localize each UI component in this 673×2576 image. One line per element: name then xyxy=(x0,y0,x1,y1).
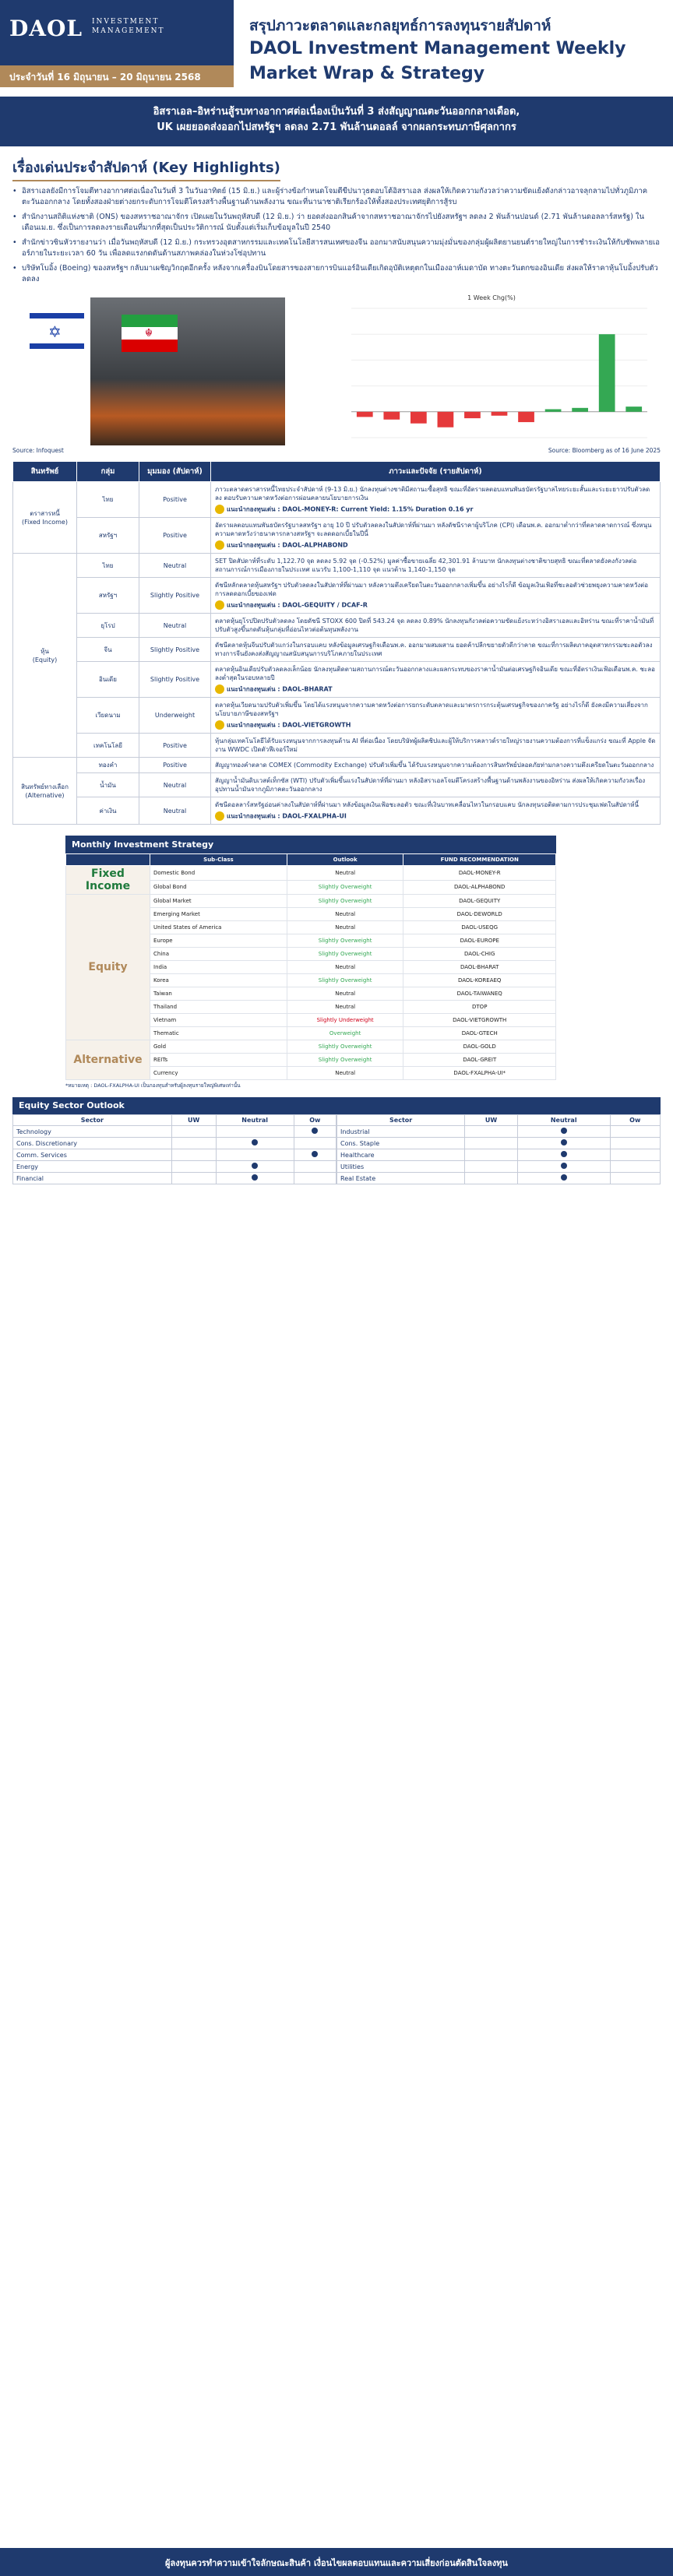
highlight-item: • สำนักงานสถิติแห่งชาติ (ONS) ของสหราชอาณาจักร เปิดเผยในวันพฤหัสบดี (12 มิ.ย.) ว่า ยอดส่งออกสินค้าจากสหราชอาณาจักรไปยังสหรัฐฯ ลดลง 2 พันล้านปอนด์ (2.71 พันล้านดอลลาร์สหรัฐ) ในเดือนเม.ย. ซึ่งเป็นการลดลงรายเดือนที่มากที่สุดเป็นประวัติการณ์ นับตั้งแต่เริ่มเก็บข้อมูลในปี 2540 xyxy=(12,212,661,234)
strategy-fund: DAOL-MONEY-R xyxy=(403,866,556,881)
commentary-text: หุ้นกลุ่มเทคโนโลยีได้รับแรงหนุนจากการลงทุนด้าน AI ที่ต่อเนื่อง โดยบริษัทผู้ผลิตชิปและผู้ให้บริการคลาวด์รายใหญ่รายงานความต้องการที่แข็งแกร่ง ขณะที่ Apple จัดงาน WWDC เปิดตัวฟีเจอร์ใหม่ xyxy=(215,737,656,753)
sector-header: Sector xyxy=(13,1115,172,1126)
key-highlights-title: เรื่องเด่นประจำสัปดาห์ (Key Highlights) xyxy=(12,156,280,181)
asset-class-en: (Fixed Income) xyxy=(22,518,68,526)
commentary-text: ตลาดหุ้นยุโรปปิดปรับตัวลดลง โดยดัชนี STOXX 600 ปิดที่ 543.24 จุด ลดลง 0.89% นักลงทุนกังวลต่อความขัดแย้งระหว่างอิสราเอลและอิหร่าน ขณะที่ราคาน้ำมันที่ปรับตัวสูงขึ้นกดดันหุ้นกลุ่มที่อ่อนไหวต่อต้นทุนพลังงาน xyxy=(215,618,654,633)
view-cell: Positive xyxy=(139,734,211,758)
group-cell: สหรัฐฯ xyxy=(77,578,139,614)
sector-cell xyxy=(465,1149,518,1161)
sector-row xyxy=(337,1173,661,1184)
conflict-photo xyxy=(90,297,285,445)
group-cell: อินเดีย xyxy=(77,662,139,698)
sector-cell xyxy=(610,1126,660,1138)
view-cell: Neutral xyxy=(139,614,211,638)
strategy-fund: DAOL-BHARAT xyxy=(403,961,556,974)
view-cell: Underweight xyxy=(139,698,211,734)
strategy-fund: DAOL-CHIG xyxy=(403,948,556,961)
chart-bar xyxy=(464,412,481,418)
logo-main: DAOL xyxy=(9,16,83,41)
view-cell: Positive xyxy=(139,518,211,554)
sector-cell xyxy=(294,1161,336,1173)
strategy-subclass: Vietnam xyxy=(150,1014,287,1027)
sector-name: Financial xyxy=(13,1173,172,1184)
source-left: Source: Infoquest xyxy=(12,447,64,454)
group-cell: ไทย xyxy=(77,554,139,578)
sector-cell xyxy=(610,1173,660,1184)
table-row xyxy=(13,773,661,797)
commentary-cell xyxy=(211,734,661,758)
sector-name: Industrial xyxy=(337,1126,465,1138)
images-row xyxy=(12,290,661,445)
sector-row xyxy=(337,1161,661,1173)
strategy-fund: DAOL-USEQG xyxy=(403,921,556,934)
strategy-outlook: Slightly Overweight xyxy=(287,934,403,948)
table-row xyxy=(13,482,661,518)
table-row xyxy=(13,734,661,758)
sector-cell xyxy=(517,1161,610,1173)
chart-svg xyxy=(328,290,655,445)
position-dot-icon xyxy=(312,1151,318,1157)
strategy-outlook: Neutral xyxy=(287,866,403,881)
page-title-th: สรุปภาวะตลาดและกลยุทธ์การลงทุนรายสัปดาห์ xyxy=(249,17,551,34)
strategy-outlook: Slightly Overweight xyxy=(287,1054,403,1067)
sector-cell xyxy=(171,1161,216,1173)
view-cell: Slightly Positive xyxy=(139,662,211,698)
position-dot-icon xyxy=(252,1139,258,1145)
logo xyxy=(0,0,234,70)
strategy-fund: DAOL-ALPHABOND xyxy=(403,880,556,895)
sector-table-left xyxy=(12,1114,336,1184)
sector-row xyxy=(13,1173,336,1184)
view-cell: Positive xyxy=(139,758,211,773)
table-row xyxy=(13,698,661,734)
strategy-header-outlook: Outlook xyxy=(287,854,403,866)
strategy-subclass: Global Market xyxy=(150,895,287,908)
strategy-subclass: Emerging Market xyxy=(150,908,287,921)
commentary-text: สัญญาน้ำมันดิบเวสต์เท็กซัส (WTI) ปรับตัวเพิ่มขึ้นแรงในสัปดาห์ที่ผ่านมา หลังอิสราเอลโจมตีโครงสร้างพื้นฐานด้านพลังงานของอิหร่าน ส่งผลให้เกิดความกังวลเรื่องอุปทานน้ำมันจากภูมิภาคตะวันออกกลาง xyxy=(215,777,646,793)
asset-class-en: (Alternative) xyxy=(25,791,65,799)
strategy-outlook: Neutral xyxy=(287,921,403,934)
position-dot-icon xyxy=(312,1128,318,1134)
sector-row xyxy=(13,1138,336,1149)
group-cell: ยุโรป xyxy=(77,614,139,638)
sector-cell xyxy=(517,1173,610,1184)
chart-bar xyxy=(357,412,373,417)
sector-name: Energy xyxy=(13,1161,172,1173)
page-title-en-1: DAOL Investment Management Weekly xyxy=(249,39,626,58)
monthly-strategy xyxy=(65,836,556,1091)
sector-outlook xyxy=(12,1114,661,1184)
strategy-header-subclass: Sub-Class xyxy=(150,854,287,866)
strategy-subclass: Currency xyxy=(150,1067,287,1080)
commentary-cell xyxy=(211,554,661,578)
table-row xyxy=(13,662,661,698)
header-asset: สินทรัพย์ xyxy=(13,462,77,482)
chart-bar xyxy=(410,412,427,424)
commentary-text: ตลาดหุ้นเวียดนามปรับตัวเพิ่มขึ้น โดยได้แรงหนุนจากความคาดหวังต่อการยกระดับตลาดและมาตรการกระตุ้นเศรษฐกิจของภาครัฐ อย่างไรก็ดี ยังคงมีความเสี่ยงจากนโยบายภาษีของสหรัฐฯ xyxy=(215,702,648,717)
sector-cell xyxy=(517,1126,610,1138)
highlight-item: • อิสราเอลยังมีการโจมตีทางอากาศต่อเนื่องในวันที่ 3 ในวันอาทิตย์ (15 มิ.ย.) และผู้ร่างข้อกำหนดโจมตีขีปนาวุธตอบโต้อิสราเอล ส่งผลให้เกิดความกังวลว่าความขัดแย้งดังกล่าวอาจลุกลามไปทั่วภูมิภาคตะวันออกกลาง โดยทั้งสองฝ่ายต่างยกระดับการโจมตีโครงสร้างพื้นฐานด้านพลังงาน ขณะที่นานาชาติเรียกร้องให้ทั้งสองประเทศยุติการสู้รบ xyxy=(12,186,661,208)
view-cell: Neutral xyxy=(139,797,211,825)
fund-recommendation xyxy=(215,811,656,821)
sector-cell xyxy=(465,1161,518,1173)
asset-class-en: (Equity) xyxy=(32,656,58,663)
strategy-note: *หมายเหตุ : DAOL-FXALPHA-UI เป็นกองทุนสำหรับผู้ลงทุนรายใหญ่พิเศษเท่านั้น xyxy=(65,1082,241,1089)
strategy-fund: DAOL-KOREAEQ xyxy=(403,974,556,987)
fund-recommendation xyxy=(215,684,656,694)
position-dot-icon xyxy=(561,1163,567,1169)
logo-sub-1: INVESTMENT xyxy=(92,18,160,26)
strategy-outlook: Neutral xyxy=(287,1067,403,1080)
chart-bar xyxy=(438,412,454,428)
strategy-subclass: Korea xyxy=(150,974,287,987)
strategy-subclass: REITs xyxy=(150,1054,287,1067)
header-group: กลุ่ม xyxy=(77,462,139,482)
header xyxy=(0,0,673,92)
sector-cell xyxy=(517,1149,610,1161)
strategy-category: Alternative xyxy=(66,1040,150,1080)
strategy-outlook: Slightly Overweight xyxy=(287,948,403,961)
fixed-income-asset-class xyxy=(13,482,77,554)
strategy-outlook: Slightly Overweight xyxy=(287,974,403,987)
sector-cell xyxy=(610,1161,660,1173)
sector-cell xyxy=(171,1149,216,1161)
strategy-fund: DAOL-DEWORLD xyxy=(403,908,556,921)
commentary-cell xyxy=(211,698,661,734)
commentary-text: SET ปิดสัปดาห์ที่ระดับ 1,122.70 จุด ลดลง 5.92 จุด (-0.52%) มูลค่าซื้อขายเฉลี่ย 42,301.91 ล้านบาท นักลงทุนต่างชาติขายสุทธิ ขณะที่ตลาดยังคงกังวลต่อสถานการณ์การเมืองภายในประเทศ แนวรับ 1,100-1,110 จุด แนวต้าน 1,140-1,150 จุด xyxy=(215,558,637,573)
fund-recommendation-text: แนะนำกองทุนเด่น : DAOL-MONEY-R: Current Yield: 1.15% Duration 0.16 yr xyxy=(227,505,474,513)
sector-cell xyxy=(294,1173,336,1184)
sector-name: Technology xyxy=(13,1126,172,1138)
view-cell: Slightly Positive xyxy=(139,638,211,662)
commentary-cell xyxy=(211,773,661,797)
view-cell: Neutral xyxy=(139,773,211,797)
strategy-subclass: Global Bond xyxy=(150,880,287,895)
sector-header-row xyxy=(13,1115,336,1126)
chart-bar xyxy=(599,334,615,412)
sector-row xyxy=(13,1126,336,1138)
strategy-header-row xyxy=(66,854,556,866)
commentary-cell xyxy=(211,518,661,554)
sector-name: Cons. Discretionary xyxy=(13,1138,172,1149)
fund-recommendation xyxy=(215,600,656,610)
sector-name: Cons. Staple xyxy=(337,1138,465,1149)
sector-outlook-title: Equity Sector Outlook xyxy=(12,1097,661,1114)
footer-disclaimer: ผู้ลงทุนควรทำความเข้าใจลักษณะสินค้า เงื่อนไขผลตอบแทนและความเสี่ยงก่อนตัดสินใจลงทุน xyxy=(0,2548,673,2576)
sector-row xyxy=(337,1149,661,1161)
table-row xyxy=(13,638,661,662)
strategy-outlook: Neutral xyxy=(287,961,403,974)
source-row xyxy=(0,445,673,456)
sector-cell xyxy=(216,1161,294,1173)
sector-cell xyxy=(216,1126,294,1138)
strategy-subclass: China xyxy=(150,948,287,961)
strategy-subclass: India xyxy=(150,961,287,974)
thumbs-up-icon xyxy=(215,684,224,694)
position-dot-icon xyxy=(561,1174,567,1181)
logo-sub-2: MANAGEMENT xyxy=(92,27,165,35)
logo-sub xyxy=(92,17,165,36)
thumbs-up-icon xyxy=(215,505,224,514)
strategy-subclass: Domestic Bond xyxy=(150,866,287,881)
sector-name: Healthcare xyxy=(337,1149,465,1161)
sector-header: Ow xyxy=(610,1115,660,1126)
commentary-cell xyxy=(211,662,661,698)
table-row xyxy=(13,578,661,614)
sector-name: Comm. Services xyxy=(13,1149,172,1161)
group-cell: สหรัฐฯ xyxy=(77,518,139,554)
strategy-outlook: Slightly Overweight xyxy=(287,895,403,908)
header-commentary: ภาวะและปัจจัย (รายสัปดาห์) xyxy=(211,462,661,482)
position-dot-icon xyxy=(252,1163,258,1169)
commentary-text: ดัชนีตลาดหุ้นจีนปรับตัวแกว่งในกรอบแคบ หลังข้อมูลเศรษฐกิจเดือนพ.ค. ออกมาผสมผสาน ยอดค้าปลีกขยายตัวดีกว่าคาด ขณะที่การผลิตภาคอุตสาหกรรมชะลอตัวลง ทางการจีนยังคงส่งสัญญาณสนับสนุนการบริโภคภายในประเทศ xyxy=(215,642,653,657)
commentary-text: สัญญาทองคำตลาด COMEX (Commodity Exchange) ปรับตัวเพิ่มขึ้น ได้รับแรงหนุนจากความต้องการสินทรัพย์ปลอดภัยท่ามกลางความตึงเครียดในตะวันออกกลาง xyxy=(215,762,654,769)
headline-line-2: UK เผยยอดส่งออกไปสหรัฐฯ ลดลง 2.71 พันล้านดอลล์ จากผลกระทบภาษีศุลกากร xyxy=(157,121,516,133)
header-view: มุมมอง (สัปดาห์) xyxy=(139,462,211,482)
headline-banner xyxy=(0,97,673,146)
fund-recommendation-text: แนะนำกองทุนเด่น : DAOL-VIETGROWTH xyxy=(227,721,351,729)
table-row xyxy=(13,554,661,578)
commentary-text: ภาวะตลาดตราสารหนี้ไทยประจำสัปดาห์ (9-13 มิ.ย.) นักลงทุนต่างชาติมีสถานะซื้อสุทธิ ขณะที่อัตราผลตอบแทนพันธบัตรรัฐบาลไทยระยะสั้นและระยะยาวปรับตัวลดลง ตอบรับความคาดหวังต่อการผ่อนคลายนโยบายการเงิน xyxy=(215,486,650,501)
sector-row xyxy=(13,1149,336,1161)
strategy-fund: DAOL-GOLD xyxy=(403,1040,556,1054)
group-cell: ทองคำ xyxy=(77,758,139,773)
group-cell: ค่าเงิน xyxy=(77,797,139,825)
strategy-outlook: Slightly Underweight xyxy=(287,1014,403,1027)
strategy-outlook: Neutral xyxy=(287,1001,403,1014)
commentary-cell xyxy=(211,578,661,614)
sector-cell xyxy=(171,1138,216,1149)
chart-bar xyxy=(518,412,534,422)
strategy-header-blank xyxy=(66,854,150,866)
fund-recommendation-text: แนะนำกองทุนเด่น : DAOL-GEQUITY / DCAF-R xyxy=(227,601,368,609)
chart-title: 1 Week Chg(%) xyxy=(467,294,516,301)
sector-row xyxy=(13,1161,336,1173)
sector-header-row xyxy=(337,1115,661,1126)
date-range: ประจำวันที่ 16 มิถุนายน – 20 มิถุนายน 2568 xyxy=(0,65,234,87)
fund-recommendation xyxy=(215,505,656,514)
sector-name: Utilities xyxy=(337,1161,465,1173)
sector-cell xyxy=(517,1138,610,1149)
group-cell: ไทย xyxy=(77,482,139,518)
strategy-subclass: United States of America xyxy=(150,921,287,934)
table-row xyxy=(13,614,661,638)
headline-line-1: อิสราเอล–อิหร่านสู้รบทางอากาศต่อเนื่องเป็นวันที่ 3 ส่งสัญญาณตะวันออกกลางเดือด, xyxy=(153,106,520,118)
strategy-fund: DTOP xyxy=(403,1001,556,1014)
fund-recommendation xyxy=(215,720,656,730)
strategy-row xyxy=(66,866,556,881)
asset-class-th: หุ้น xyxy=(41,647,49,655)
sector-header: UW xyxy=(171,1115,216,1126)
sector-header: Ow xyxy=(294,1115,336,1126)
group-cell: เทคโนโลยี xyxy=(77,734,139,758)
strategy-outlook: Neutral xyxy=(287,987,403,1001)
chart-bar xyxy=(545,409,562,411)
equity-asset-class xyxy=(13,554,77,758)
strategy-category: Fixed Income xyxy=(66,866,150,895)
position-dot-icon xyxy=(561,1139,567,1145)
asset-class-th: ตราสารหนี้ xyxy=(30,509,60,517)
chart-bar xyxy=(572,408,588,412)
commentary-text: ดัชนีดอลลาร์สหรัฐอ่อนค่าลงในสัปดาห์ที่ผ่านมา หลังข้อมูลเงินเฟ้อชะลอตัว ขณะที่เงินบาทเคลื่อนไหวในกรอบแคบ นักลงทุนรอติดตามการประชุมเฟดในสัปดาห์นี้ xyxy=(215,801,639,808)
page-title-en-2: Market Wrap & Strategy xyxy=(249,64,485,83)
sector-cell xyxy=(171,1173,216,1184)
strategy-outlook: Slightly Overweight xyxy=(287,1040,403,1054)
sector-cell xyxy=(465,1126,518,1138)
commentary-cell xyxy=(211,758,661,773)
group-cell: เวียดนาม xyxy=(77,698,139,734)
strategy-outlook: Overweight xyxy=(287,1027,403,1040)
sector-cell xyxy=(465,1173,518,1184)
strategy-subclass: Gold xyxy=(150,1040,287,1054)
thumbs-up-icon xyxy=(215,540,224,550)
strategy-subclass: Taiwan xyxy=(150,987,287,1001)
asset-view-table xyxy=(12,461,661,825)
view-cell: Slightly Positive xyxy=(139,578,211,614)
sector-row xyxy=(337,1126,661,1138)
group-cell: น้ำมัน xyxy=(77,773,139,797)
iran-flag-icon: ☬ xyxy=(122,315,178,352)
thumbs-up-icon xyxy=(215,811,224,821)
commentary-text: ตลาดหุ้นอินเดียปรับตัวลดลงเล็กน้อย นักลงทุนติดตามสถานการณ์ตะวันออกกลางและผลกระทบของราคาน้ำมันต่อเศรษฐกิจอินเดีย ขณะที่อัตราเงินเฟ้อเดือนพ.ค. ชะลอลงต่ำสุดในรอบหลายปี xyxy=(215,666,655,681)
sector-row xyxy=(337,1138,661,1149)
strategy-table xyxy=(65,853,556,1080)
strategy-header-fund: FUND RECOMMENDATION xyxy=(403,854,556,866)
commentary-cell xyxy=(211,638,661,662)
sector-cell xyxy=(216,1138,294,1149)
view-cell: Positive xyxy=(139,482,211,518)
sector-header: Neutral xyxy=(216,1115,294,1126)
weekly-change-chart xyxy=(328,290,655,445)
commentary-text: อัตราผลตอบแทนพันธบัตรรัฐบาลสหรัฐฯ อายุ 10 ปี ปรับตัวลดลงในสัปดาห์ที่ผ่านมา หลังดัชนีราคาผู้บริโภค (CPI) เดือนพ.ค. ออกมาต่ำกว่าที่ตลาดคาดการณ์ ซึ่งหนุนความคาดหวังว่าธนาคารกลางสหรัฐฯ จะลดดอกเบี้ยในปีนี้ xyxy=(215,522,652,537)
table-row xyxy=(13,758,661,773)
strategy-fund: DAOL-GTECH xyxy=(403,1027,556,1040)
sector-table-right xyxy=(336,1114,661,1184)
asset-class-th: สินทรัพย์ทางเลือก xyxy=(21,783,69,790)
sector-cell xyxy=(465,1138,518,1149)
sector-cell xyxy=(216,1149,294,1161)
strategy-row xyxy=(66,1040,556,1054)
commentary-cell xyxy=(211,482,661,518)
commentary-text: ดัชนีหลักตลาดหุ้นสหรัฐฯ ปรับตัวลดลงในสัปดาห์ที่ผ่านมา หลังความตึงเครียดในตะวันออกกลางเพิ่มขึ้น อย่างไรก็ดี ข้อมูลเงินเฟ้อที่ชะลอตัวช่วยพยุงความคาดหวังต่อการลดดอกเบี้ยของเฟด xyxy=(215,582,649,597)
sector-cell xyxy=(610,1149,660,1161)
sector-cell xyxy=(294,1149,336,1161)
highlights-list xyxy=(12,186,661,285)
chart-bar xyxy=(383,412,400,420)
chart-bar xyxy=(492,412,508,416)
sector-cell xyxy=(171,1126,216,1138)
commentary-cell xyxy=(211,614,661,638)
sector-header: Neutral xyxy=(517,1115,610,1126)
sector-header: Sector xyxy=(337,1115,465,1126)
key-highlights xyxy=(0,146,673,285)
strategy-outlook: Slightly Overweight xyxy=(287,880,403,895)
strategy-subclass: Thematic xyxy=(150,1027,287,1040)
chart-bar xyxy=(625,406,642,412)
highlight-item: • สำนักข่าวซินหัวรายงานว่า เมื่อวันพฤหัสบดี (12 มิ.ย.) กระทรวงอุตสาหกรรมและเทคโนโลยีสารสนเทศของจีน ออกมาสนับสนุนความมุ่งมั่นของกลุ่มผู้ผลิตยานยนต์รายใหญ่ในการชำระเงินให้กับซัพพลายเออร์ภายในระยะเวลา 60 วัน เพื่อลดแรงกดดันด้านสภาพคล่องในห่วงโซ่อุปทาน xyxy=(12,238,661,259)
sector-cell xyxy=(610,1138,660,1149)
strategy-fund: DAOL-EUROPE xyxy=(403,934,556,948)
fund-recommendation-text: แนะนำกองทุนเด่น : DAOL-FXALPHA-UI xyxy=(227,812,347,820)
strategy-subclass: Europe xyxy=(150,934,287,948)
highlight-item: • บริษัทโบอิ้ง (Boeing) ของสหรัฐฯ กลับมาเผชิญวิกฤตอีกครั้ง หลังจากเครื่องบินโดยสารของสายการบินแอร์อินเดียเกิดอุบัติเหตุตกในเมืองอาห์เมดาบัด ทางตะวันตกของอินเดีย ส่งผลให้ราคาหุ้นโบอิ้งปรับตัวลดลง xyxy=(12,263,661,285)
strategy-fund: DAOL-VIETGROWTH xyxy=(403,1014,556,1027)
strategy-fund: DAOL-GEQUITY xyxy=(403,895,556,908)
table-row xyxy=(13,518,661,554)
fund-recommendation xyxy=(215,540,656,550)
sector-header: UW xyxy=(465,1115,518,1126)
sector-name: Real Estate xyxy=(337,1173,465,1184)
alternative-asset-class xyxy=(13,758,77,825)
israel-flag-icon: ✡ xyxy=(30,313,84,349)
commentary-cell xyxy=(211,797,661,825)
strategy-title: Monthly Investment Strategy xyxy=(65,836,556,853)
strategy-fund: DAOL-TAIWANEQ xyxy=(403,987,556,1001)
strategy-row xyxy=(66,895,556,908)
position-dot-icon xyxy=(252,1174,258,1181)
group-cell: จีน xyxy=(77,638,139,662)
table-header-row xyxy=(13,462,661,482)
thumbs-up-icon xyxy=(215,720,224,730)
view-cell: Neutral xyxy=(139,554,211,578)
position-dot-icon xyxy=(561,1151,567,1157)
sector-cell xyxy=(294,1138,336,1149)
position-dot-icon xyxy=(561,1128,567,1134)
strategy-fund: DAOL-FXALPHA-UI* xyxy=(403,1067,556,1080)
sector-cell xyxy=(216,1173,294,1184)
strategy-outlook: Neutral xyxy=(287,908,403,921)
fund-recommendation-text: แนะนำกองทุนเด่น : DAOL-BHARAT xyxy=(227,685,333,693)
source-right: Source: Bloomberg as of 16 June 2025 xyxy=(548,447,661,454)
sector-cell xyxy=(294,1126,336,1138)
strategy-subclass: Thailand xyxy=(150,1001,287,1014)
table-row xyxy=(13,797,661,825)
strategy-fund: DAOL-GREIT xyxy=(403,1054,556,1067)
thumbs-up-icon xyxy=(215,600,224,610)
strategy-category: Equity xyxy=(66,895,150,1040)
fund-recommendation-text: แนะนำกองทุนเด่น : DAOL-ALPHABOND xyxy=(227,541,348,549)
